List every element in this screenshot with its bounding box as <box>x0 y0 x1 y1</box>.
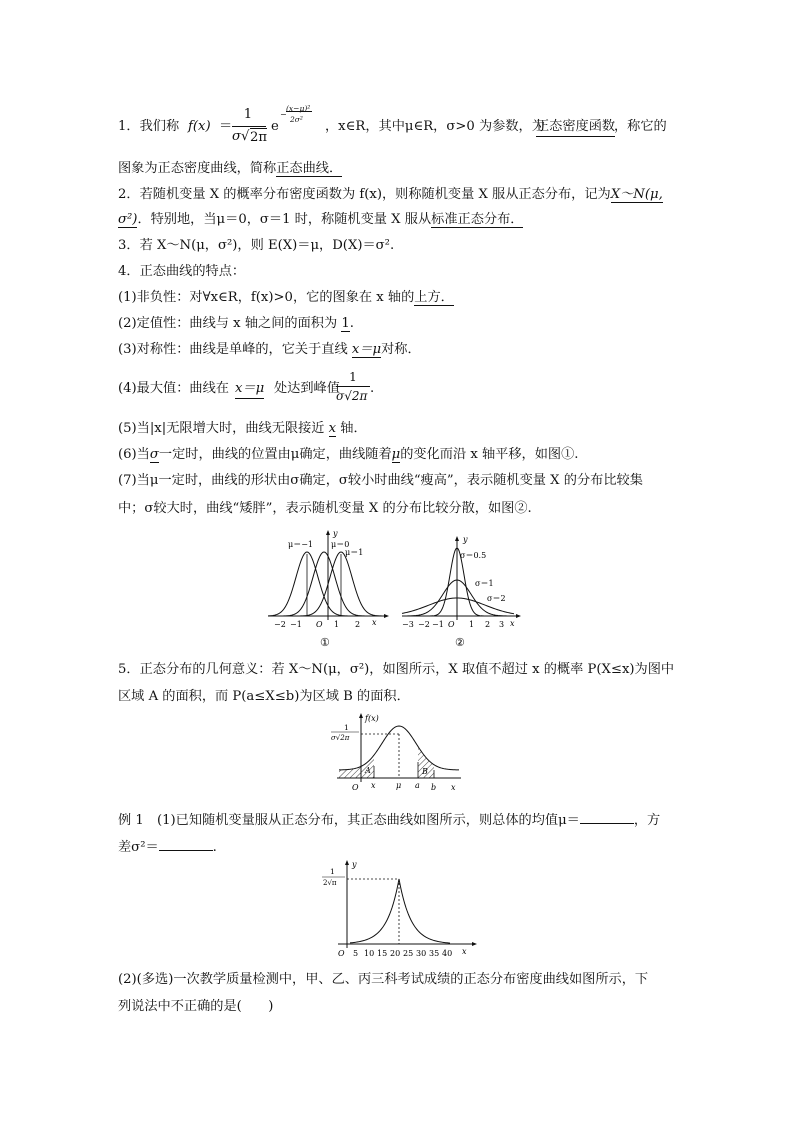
p2-term-standard: 标准正态分布． <box>431 212 524 227</box>
p4-item7-text2: 中；σ较大时，曲线“矮胖”，表示随机变量 X 的分布比较分散，如图②. <box>118 501 532 516</box>
p5-line1 <box>118 661 674 679</box>
p5-text-a: 5．正态分布的几何意义：若 X～N(μ，σ²)，如图所示，X 取值不超过 x 的概率 P(X≤x)为图中 <box>118 662 675 677</box>
fig4-tick-5: 5 <box>353 949 359 958</box>
p1-exp-num: (x−μ)² <box>286 104 311 113</box>
p4-item7-text1: (7)当μ一定时，曲线的形状由σ确定，σ较小时曲线“瘦高”，表示随机变量 X 的分布比较集 <box>118 473 643 488</box>
p4-item4-answer: x＝μ <box>235 380 264 399</box>
p4-item2-end: . <box>349 316 354 331</box>
p1-text-b: ，x∈R，其中μ∈R，σ>0 为参数，为 <box>325 119 545 134</box>
fig2-x-label: x <box>510 619 515 628</box>
fig4-tick-10: 10 <box>364 949 375 958</box>
p4-item3-answer: x＝μ <box>351 342 382 357</box>
fig1-caption: ① <box>320 636 330 649</box>
fig4-tick-20: 20 <box>390 949 401 958</box>
p1-exp-minus: − <box>280 110 287 119</box>
ex1-text-c: 差σ²＝ <box>118 840 159 855</box>
p4-item6-text2: 一定时，曲线的位置由μ确定，曲线随着 <box>158 447 392 462</box>
p4-item7-l2 <box>118 500 532 518</box>
fig1-y-arrow-icon <box>326 530 330 535</box>
fig4-tick-35: 35 <box>429 949 440 958</box>
p4-item4-end: . <box>370 381 375 396</box>
p4-title-text: 4．正态曲线的特点： <box>118 264 246 279</box>
fig2-tick-neg3: −3 <box>402 620 414 629</box>
fig2-tick-1: 1 <box>469 620 475 629</box>
fig4-y-label: y <box>352 860 357 869</box>
fig1-tick-2: 2 <box>355 620 361 629</box>
p1-term-density-function: 正态密度函数 <box>536 118 615 137</box>
fig4-x-label: x <box>462 947 467 956</box>
fig2-y-arrow-icon <box>455 536 459 541</box>
ex1-text-d: . <box>212 840 217 855</box>
fig1-tick-neg2: −2 <box>274 620 286 629</box>
fig1-label-mu-0: μ＝0 <box>331 540 350 549</box>
p4-item5-text: (5)当|x|无限增大时，曲线无限接近 <box>118 421 325 436</box>
p4-item4-text: (4)最大值：曲线在 <box>118 381 229 396</box>
p2-line2 <box>118 211 523 229</box>
p4-item4-frac-den: σ√2π <box>336 389 368 403</box>
fig2-tick-neg1: −1 <box>432 620 444 629</box>
p4-item1 <box>118 289 454 307</box>
fig1-tick-neg1: −1 <box>290 620 302 629</box>
ex1-blank-mean[interactable] <box>580 811 634 824</box>
fig3-y-label: f(x) <box>365 714 379 723</box>
fig4-tick-25: 25 <box>403 949 414 958</box>
p4-item5-answer: x <box>328 421 337 436</box>
fig4-tick-40: 40 <box>442 949 453 958</box>
fig2-label-sigma-2: σ＝2 <box>487 594 506 603</box>
fig1-label-mu-1: μ＝1 <box>345 548 364 557</box>
fig3-peak-den: σ√2π <box>331 734 350 742</box>
p1-e: e <box>271 119 279 134</box>
fig2-caption: ② <box>455 636 465 649</box>
fig3-peak-num: 1 <box>344 723 349 732</box>
ex2-text-a: (2)(多选)一次教学质量检测中，甲、乙、丙三科考试成绩的正态分布密度曲线如图所示，下 <box>118 972 649 987</box>
fig3-tick-a: a <box>415 781 420 790</box>
p2-text-b: ．特别地，当μ＝0，σ＝1 时，称随机变量 X 服从 <box>137 212 432 227</box>
fig3-label-A: A <box>365 766 371 775</box>
fig4-peak-num: 1 <box>330 867 335 876</box>
fig2-y-label: y <box>463 535 468 544</box>
fig3-tick-x: x <box>371 781 376 790</box>
fig1-y-label: y <box>333 529 338 538</box>
p1-frac-bar <box>232 126 266 127</box>
fig2-label-sigma-1: σ＝1 <box>475 579 494 588</box>
p4-item3-text: (3)对称性：曲线是单峰的，它关于直线 <box>118 342 348 357</box>
fig2-tick-origin: O <box>448 620 455 629</box>
p1-line2 <box>118 160 342 178</box>
figure-2-sigma-shape <box>398 534 526 652</box>
fig1-x-label: x <box>372 618 377 627</box>
p3-text: 3．若 X～N(μ，σ²)，则 E(X)＝μ，D(X)＝σ². <box>118 238 395 253</box>
p4-item3 <box>118 341 421 359</box>
p1-term-normal-curve: 正态曲线． <box>276 161 343 176</box>
p4-item7-l1 <box>118 472 643 490</box>
fig2-x-arrow-icon <box>516 614 521 618</box>
p4-item6-text: (6)当 <box>118 447 150 462</box>
p1-frac-num: 1 <box>243 107 253 122</box>
fig4-tick-15: 15 <box>377 949 388 958</box>
p4-item4-text2: 处达到峰值 <box>274 381 340 396</box>
fig3-x-label: x <box>451 783 456 792</box>
p1-text-a: 1．我们称 <box>118 119 180 134</box>
fig2-label-sigma-05: σ＝0.5 <box>460 551 487 560</box>
p4-item2-answer: 1 <box>341 316 350 331</box>
fig4-peak-den: 2√π <box>323 879 337 887</box>
figure-3-area-meaning <box>325 712 465 798</box>
p5-text-b: 区域 A 的面积，而 P(a≤X≤b)为区域 B 的面积． <box>118 689 410 704</box>
p4-item4-frac-num: 1 <box>349 370 357 384</box>
fig4-tick-30: 30 <box>416 949 427 958</box>
fig1-tick-origin: O <box>316 620 323 629</box>
fig2-tick-2: 2 <box>485 620 491 629</box>
p1-exp-den: 2σ² <box>290 115 303 124</box>
p1-text-d: 图象为正态密度曲线，简称 <box>118 161 277 176</box>
ex1-text-a: 例 1 (1)已知随机变量服从正态分布，其正态曲线如图所示，则总体的均值μ＝ <box>118 813 580 828</box>
fig4-curve <box>350 879 450 943</box>
p2-notation-2: σ²) <box>118 212 138 227</box>
p4-item6-end: 的变化而沿 x 轴平移，如图①. <box>400 447 579 462</box>
figure-4-example-curve <box>310 858 480 960</box>
p3-line <box>118 237 394 255</box>
p1-eq: ＝ <box>219 119 233 134</box>
p4-title <box>118 263 245 281</box>
p1-frac-sigma: σ <box>232 129 242 144</box>
ex1-blank-variance[interactable] <box>159 838 213 851</box>
p5-line2 <box>118 688 410 706</box>
fig1-x-arrow-icon <box>384 614 389 618</box>
fig2-tick-neg2: −2 <box>418 620 430 629</box>
p1-frac-root: 2π <box>250 130 268 145</box>
ex1-line1 <box>118 811 660 830</box>
p4-item6-answer2: μ <box>391 447 401 462</box>
p4-item1-text: (1)非负性：对∀x∈R，f(x)>0，它的图象在 x 轴的 <box>118 290 415 305</box>
p2-text-a: 2．若随机变量 X 的概率分布密度函数为 f(x)，则称随机变量 X 服从正态分布，记为 <box>118 187 611 202</box>
fig3-y-arrow-icon <box>359 713 363 718</box>
fig3-tick-origin: O <box>352 783 359 792</box>
fig3-label-B: B <box>422 767 428 776</box>
p4-item2 <box>118 315 354 333</box>
p4-item6 <box>118 446 579 464</box>
p1-text-c: ，称它的 <box>614 119 667 134</box>
p2-line1 <box>118 186 663 204</box>
p2-notation-1: X～N(μ, <box>610 187 663 202</box>
ex2-line2 <box>118 998 273 1016</box>
p4-item6-answer1: σ <box>149 447 159 462</box>
p4-item3-end: 对称． <box>381 342 421 357</box>
fig4-x-arrow-icon <box>472 942 477 946</box>
fig1-tick-1: 1 <box>334 620 340 629</box>
ex2-text-b: 列说法中不正确的是( ) <box>118 999 274 1014</box>
fig3-tick-mu: μ <box>396 781 402 790</box>
p4-item2-text: (2)定值性：曲线与 x 轴之间的面积为 <box>118 316 338 331</box>
fig1-label-mu-neg1: μ＝−1 <box>288 540 313 549</box>
fig4-y-arrow-icon <box>345 860 349 865</box>
p1-fx: f(x) <box>188 119 211 134</box>
ex1-text-b: ，方 <box>633 813 661 828</box>
ex1-line2 <box>118 838 217 857</box>
p1-sqrt-sign: √ <box>241 129 250 144</box>
fig3-tick-b: b <box>431 783 437 792</box>
fig4-tick-origin: O <box>338 949 345 958</box>
figure-1-mu-shift <box>262 528 390 652</box>
p4-item5-end: 轴． <box>340 421 367 436</box>
p4-item5 <box>118 420 367 438</box>
ex2-line1 <box>118 971 648 989</box>
fig2-tick-3: 3 <box>499 620 505 629</box>
p4-item1-answer: 上方． <box>414 290 454 305</box>
